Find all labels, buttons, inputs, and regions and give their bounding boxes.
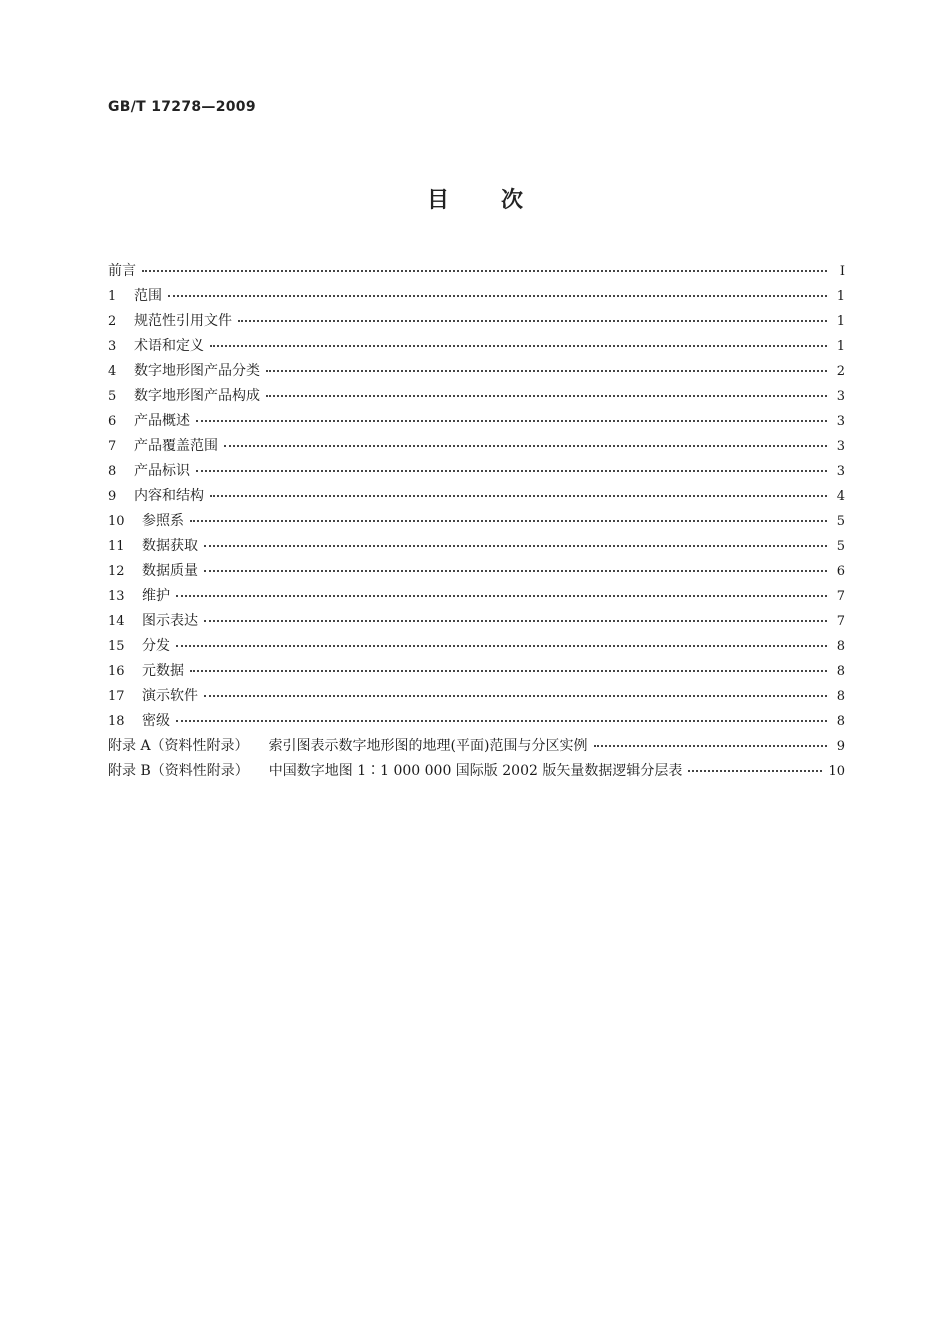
toc-entry-label: 产品覆盖范围 bbox=[134, 438, 218, 454]
toc-entry-label: 数字地形图产品构成 bbox=[134, 388, 260, 404]
toc-entry-12[interactable] bbox=[108, 561, 845, 586]
toc-entry-18[interactable] bbox=[108, 711, 845, 736]
toc-entry-page: 7 bbox=[836, 614, 845, 629]
toc-entry-page: 4 bbox=[836, 489, 845, 504]
toc-entry-page: 1 bbox=[836, 314, 845, 329]
toc-entry-number: 12 bbox=[108, 564, 125, 579]
toc-entry-label: 产品概述 bbox=[134, 413, 190, 429]
toc-entry-16[interactable] bbox=[108, 661, 845, 686]
toc-entry-page: 3 bbox=[836, 464, 845, 479]
toc-entry-page: 3 bbox=[836, 414, 845, 429]
toc-title-char-1: 目 bbox=[426, 187, 449, 213]
toc-entry-11[interactable] bbox=[108, 536, 845, 561]
toc-entry-3[interactable] bbox=[108, 336, 845, 361]
toc-entry-17[interactable] bbox=[108, 686, 845, 711]
leader-dots bbox=[224, 437, 827, 447]
toc-entry-number: 14 bbox=[108, 614, 125, 629]
toc-entry-6[interactable] bbox=[108, 411, 845, 436]
table-of-contents bbox=[108, 261, 845, 786]
toc-entry-foreword[interactable] bbox=[108, 261, 845, 286]
toc-entry-7[interactable] bbox=[108, 436, 845, 461]
toc-entry-label: 中国数字地图 1∶1 000 000 国际版 2002 版矢量数据逻辑分层表 bbox=[268, 763, 683, 779]
toc-entry-label: 分发 bbox=[142, 638, 170, 654]
toc-entry-number: 3 bbox=[108, 339, 117, 354]
toc-title-char-2: 次 bbox=[501, 187, 524, 213]
toc-entry-5[interactable] bbox=[108, 386, 845, 411]
toc-entry-page: 3 bbox=[836, 439, 845, 454]
toc-entry-9[interactable] bbox=[108, 486, 845, 511]
leader-dots bbox=[266, 387, 827, 397]
toc-entry-number: 18 bbox=[108, 714, 125, 729]
toc-entry-annex-a[interactable] bbox=[108, 736, 845, 761]
leader-dots bbox=[204, 562, 827, 572]
toc-entry-4[interactable] bbox=[108, 361, 845, 386]
leader-dots bbox=[176, 712, 827, 722]
leader-dots bbox=[204, 612, 827, 622]
standard-code: GB/T 17278—2009 bbox=[108, 99, 256, 115]
leader-dots bbox=[196, 462, 827, 472]
leader-dots bbox=[238, 312, 827, 322]
leader-dots bbox=[594, 737, 828, 747]
toc-entry-page: 1 bbox=[836, 339, 845, 354]
leader-dots bbox=[142, 262, 827, 272]
annex-prefix: 附录 A（资料性附录） bbox=[108, 738, 249, 754]
toc-entry-number: 10 bbox=[108, 514, 125, 529]
toc-entry-number: 1 bbox=[108, 289, 117, 304]
leader-dots bbox=[176, 637, 827, 647]
leader-dots bbox=[266, 362, 827, 372]
leader-dots bbox=[196, 412, 827, 422]
toc-entry-13[interactable] bbox=[108, 586, 845, 611]
toc-entry-page: 5 bbox=[836, 514, 845, 529]
toc-entry-number: 9 bbox=[108, 489, 117, 504]
toc-entry-page: 8 bbox=[836, 639, 845, 654]
toc-entry-label: 元数据 bbox=[142, 663, 184, 679]
toc-entry-number: 17 bbox=[108, 689, 125, 704]
leader-dots bbox=[210, 337, 827, 347]
leader-dots bbox=[168, 287, 827, 297]
toc-entry-14[interactable] bbox=[108, 611, 845, 636]
toc-entry-label: 参照系 bbox=[142, 513, 184, 529]
toc-entry-page: 7 bbox=[836, 589, 845, 604]
toc-entry-page: 8 bbox=[836, 664, 845, 679]
leader-dots bbox=[688, 762, 822, 772]
toc-entry-label: 密级 bbox=[142, 713, 170, 729]
leader-dots bbox=[176, 587, 827, 597]
toc-entry-label: 数字地形图产品分类 bbox=[134, 363, 260, 379]
toc-entry-page: Ⅰ bbox=[839, 264, 845, 279]
toc-entry-number: 13 bbox=[108, 589, 125, 604]
toc-entry-label: 前言 bbox=[108, 263, 136, 279]
toc-entry-number: 4 bbox=[108, 364, 117, 379]
toc-entry-annex-b[interactable] bbox=[108, 761, 845, 786]
toc-entry-label: 产品标识 bbox=[134, 463, 190, 479]
toc-entry-1[interactable] bbox=[108, 286, 845, 311]
toc-entry-page: 9 bbox=[836, 739, 845, 754]
toc-entry-page: 3 bbox=[836, 389, 845, 404]
toc-entry-page: 2 bbox=[836, 364, 845, 379]
toc-entry-page: 8 bbox=[836, 714, 845, 729]
toc-entry-label: 范围 bbox=[134, 288, 162, 304]
leader-dots bbox=[204, 687, 827, 697]
toc-entry-label: 数据获取 bbox=[142, 538, 198, 554]
leader-dots bbox=[210, 487, 827, 497]
annex-prefix: 附录 B（资料性附录） bbox=[108, 763, 249, 779]
toc-entry-label: 索引图表示数字地形图的地理(平面)范围与分区实例 bbox=[268, 738, 588, 754]
toc-entry-10[interactable] bbox=[108, 511, 845, 536]
toc-entry-15[interactable] bbox=[108, 636, 845, 661]
toc-entry-2[interactable] bbox=[108, 311, 845, 336]
toc-entry-number: 16 bbox=[108, 664, 125, 679]
toc-entry-label: 数据质量 bbox=[142, 563, 198, 579]
toc-entry-label: 术语和定义 bbox=[134, 338, 204, 354]
toc-entry-label: 维护 bbox=[142, 588, 170, 604]
toc-entry-number: 7 bbox=[108, 439, 117, 454]
leader-dots bbox=[204, 537, 827, 547]
toc-entry-page: 5 bbox=[836, 539, 845, 554]
toc-entry-number: 8 bbox=[108, 464, 117, 479]
toc-entry-page: 6 bbox=[836, 564, 845, 579]
toc-entry-page: 1 bbox=[836, 289, 845, 304]
toc-entry-page: 10 bbox=[828, 764, 845, 779]
toc-title bbox=[0, 183, 950, 214]
toc-entry-label: 图示表达 bbox=[142, 613, 198, 629]
leader-dots bbox=[190, 662, 827, 672]
toc-entry-number: 5 bbox=[108, 389, 117, 404]
toc-entry-number: 6 bbox=[108, 414, 117, 429]
toc-entry-number: 15 bbox=[108, 639, 125, 654]
toc-entry-label: 内容和结构 bbox=[134, 488, 204, 504]
leader-dots bbox=[190, 512, 827, 522]
toc-entry-number: 11 bbox=[108, 539, 125, 554]
toc-entry-label: 演示软件 bbox=[142, 688, 198, 704]
toc-entry-number: 2 bbox=[108, 314, 117, 329]
toc-entry-label: 规范性引用文件 bbox=[134, 313, 232, 329]
toc-entry-page: 8 bbox=[836, 689, 845, 704]
toc-entry-8[interactable] bbox=[108, 461, 845, 486]
